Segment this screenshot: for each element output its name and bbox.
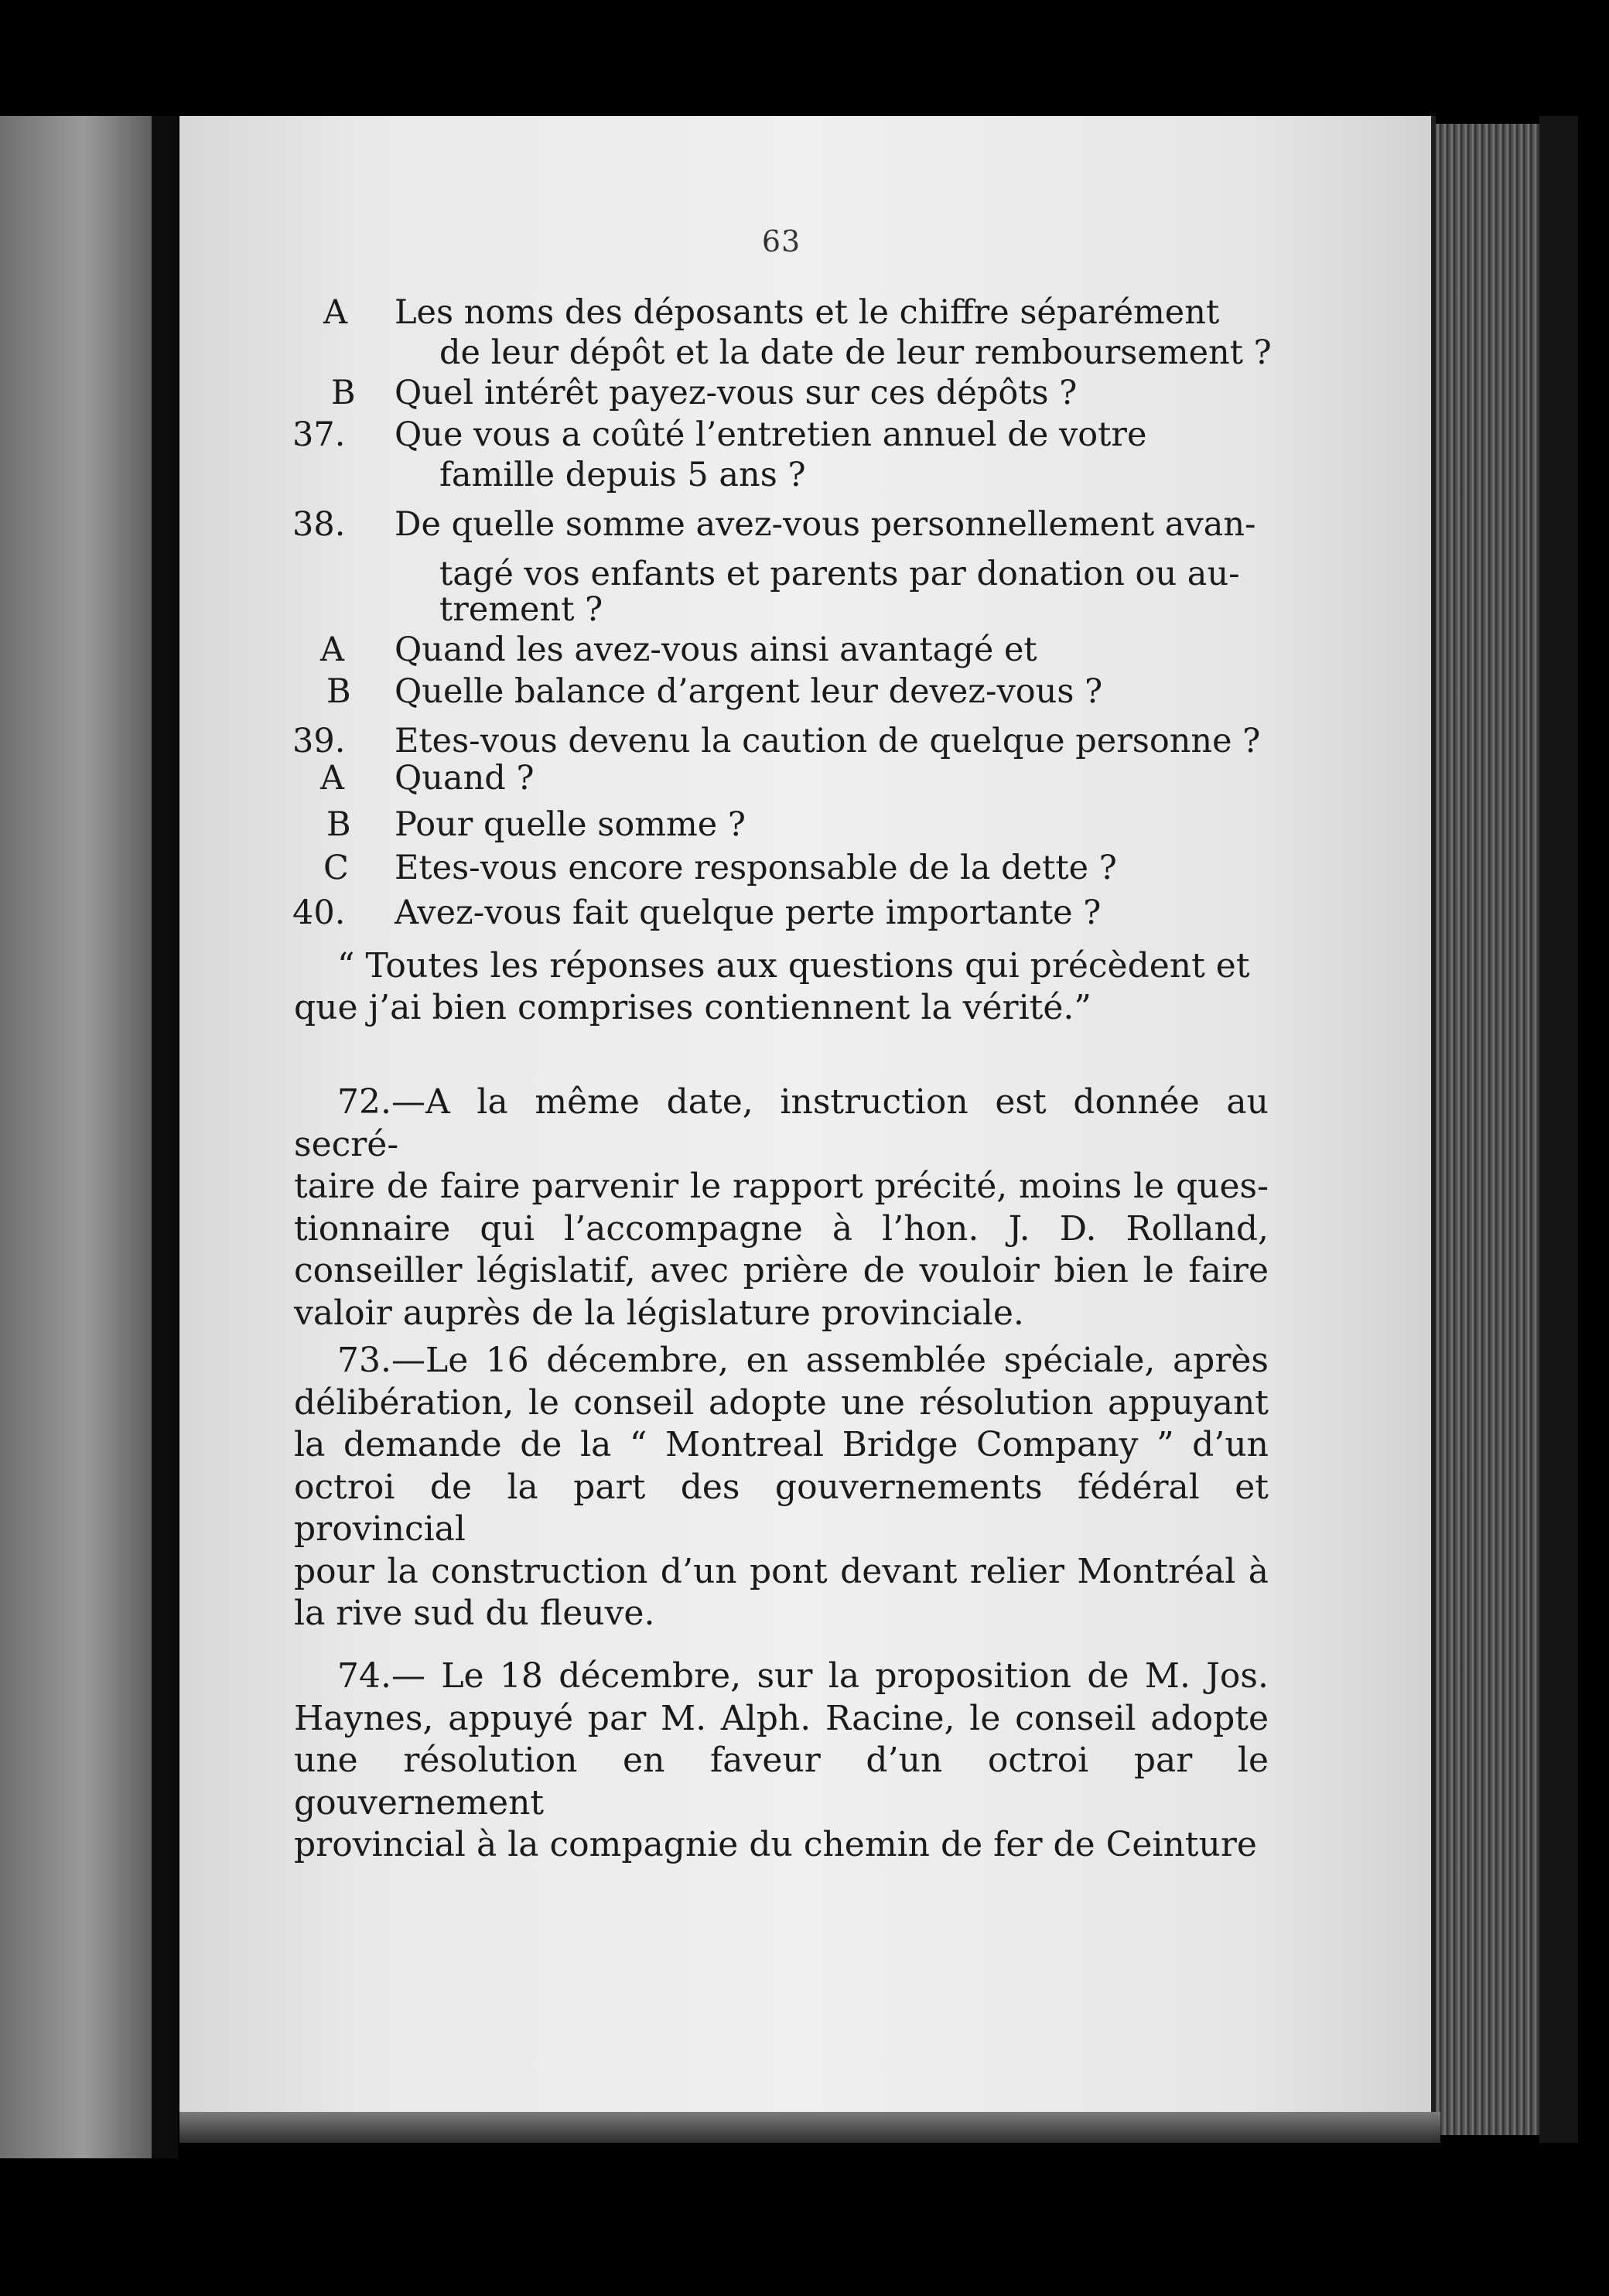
paragraph-line: 73.—Le 16 décembre, en assemblée spéciale, après: [337, 1341, 1269, 1380]
book-gutter: [152, 116, 178, 2158]
paragraph-line: octroi de la part des gouvernements fédéral et provincial: [294, 1467, 1269, 1549]
paragraph-73: [294, 1340, 1269, 1635]
question-marker: B: [326, 805, 351, 844]
question-marker: B: [331, 374, 356, 412]
paragraph-line: une résolution en faveur d’un octroi par le gouvernement: [294, 1741, 1269, 1823]
question-marker: 38.: [292, 505, 346, 544]
page-number: 63: [761, 224, 801, 258]
closing-quote: [294, 945, 1269, 1029]
paragraph-line: conseiller législatif, avec prière de vouloir bien le faire: [294, 1251, 1269, 1290]
paragraph-line: la demande de la “ Montreal Bridge Company ” d’un: [294, 1425, 1269, 1464]
question-marker: 40.: [292, 893, 346, 932]
paragraph-line: pour la construction d’un pont devant relier Montréal à: [294, 1551, 1269, 1591]
question-text: Avez-vous fait quelque perte importante ?: [395, 893, 1102, 932]
quote-line: “ Toutes les réponses aux questions qui précèdent et: [337, 946, 1250, 986]
paragraph-72: [294, 1081, 1269, 1334]
paragraph-line: taire de faire parvenir le rapport précité, moins le ques-: [294, 1167, 1269, 1206]
page-bottom-edge: [179, 2112, 1440, 2143]
question-text: Etes-vous encore responsable de la dette ?: [395, 849, 1117, 887]
paragraph-line: provincial à la compagnie du chemin de fer de Ceinture: [294, 1825, 1257, 1864]
question-marker: B: [326, 672, 351, 711]
question-continuation: famille depuis 5 ans ?: [439, 456, 806, 494]
paragraph-line: la rive sud du fleuve.: [294, 1594, 655, 1633]
question-marker: A: [320, 759, 345, 798]
paragraph-line: valoir auprès de la législature provinciale.: [294, 1293, 1024, 1333]
paragraph-line: 74.— Le 18 décembre, sur la proposition de M. Jos.: [337, 1656, 1269, 1696]
paragraph-line: délibération, le conseil adopte une résolution appuyant: [294, 1382, 1269, 1423]
question-text: Quelle balance d’argent leur devez-vous ?: [395, 672, 1103, 711]
question-continuation: trement ?: [439, 590, 603, 629]
paragraph-line: Haynes, appuyé par M. Alph. Racine, le conseil adopte: [294, 1698, 1269, 1738]
paragraph-line: tionnaire qui l’accompagne à l’hon. J. D. Rolland,: [294, 1208, 1269, 1249]
question-marker: 39.: [292, 722, 346, 760]
question-text: Quel intérêt payez-vous sur ces dépôts ?: [395, 374, 1078, 412]
question-text: De quelle somme avez-vous personnellement avan-: [395, 505, 1256, 544]
question-text: Que vous a coûté l’entretien annuel de votre: [395, 415, 1147, 454]
question-continuation: tagé vos enfants et parents par donation ou au-: [439, 555, 1240, 593]
book-cover-edge: [1539, 116, 1578, 2143]
question-text: Les noms des déposants et le chiffre séparément: [395, 293, 1220, 332]
question-marker: 37.: [292, 415, 346, 454]
paragraph-74: [294, 1655, 1269, 1867]
question-text: Quand les avez-vous ainsi avantagé et: [395, 630, 1037, 669]
question-continuation: de leur dépôt et la date de leur remboursement ?: [439, 333, 1272, 372]
question-text: Etes-vous devenu la caution de quelque personne ?: [395, 722, 1261, 760]
question-text: Quand ?: [395, 759, 535, 798]
question-marker: C: [323, 849, 349, 887]
page-stack-edges: [1436, 124, 1539, 2135]
question-marker: A: [320, 630, 345, 669]
question-text: Pour quelle somme ?: [395, 805, 746, 844]
question-marker: A: [323, 293, 348, 332]
paragraph-line: 72.—A la même date, instruction est donnée au secré-: [294, 1082, 1269, 1164]
left-page-edge: [0, 116, 152, 2158]
quote-line: que j’ai bien comprises contiennent la vérité.”: [294, 988, 1091, 1027]
